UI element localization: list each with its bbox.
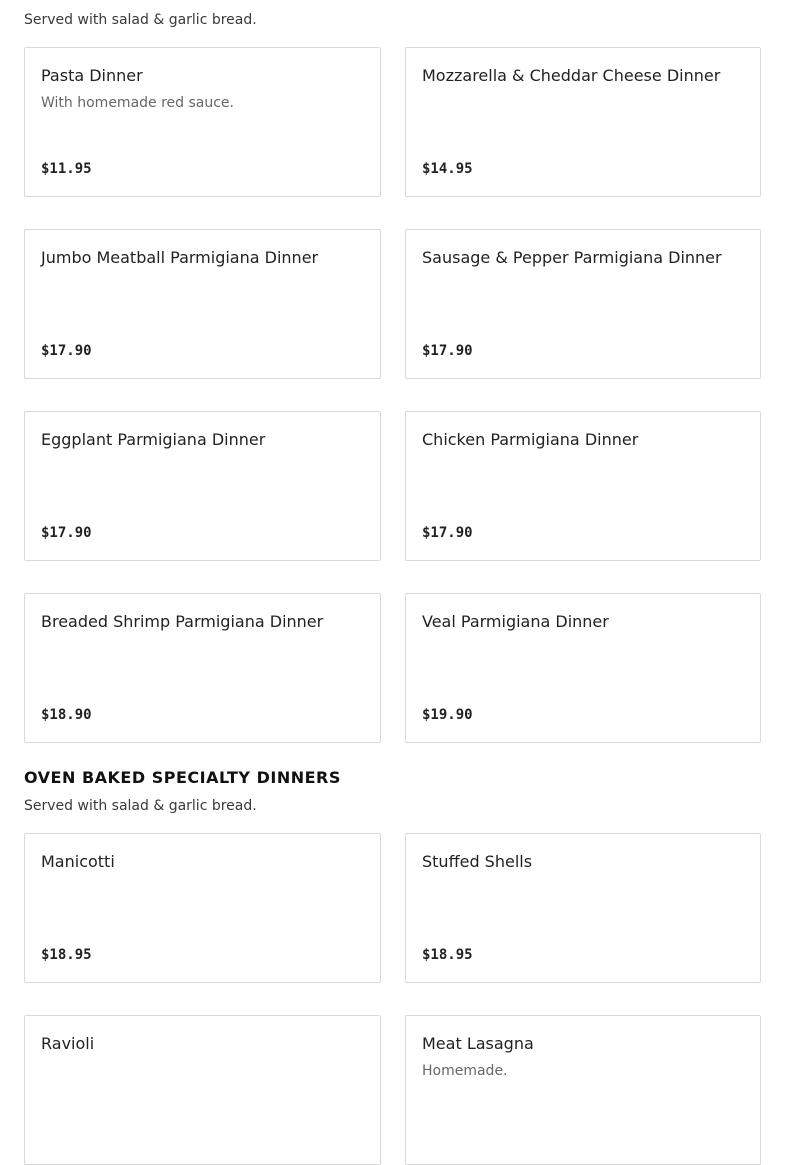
menu-item-card[interactable] [24,47,381,197]
menu-item-price: $18.95 [422,947,473,963]
menu-item-price: $17.90 [422,525,473,541]
menu-item-price: $11.95 [41,161,92,177]
menu-item-description: Homemade. [422,1063,508,1079]
menu-item-description: With homemade red sauce. [41,95,234,111]
menu-item-price: $17.90 [41,343,92,359]
menu-item-card[interactable] [405,411,761,561]
menu-item-card[interactable] [405,1015,761,1165]
section-subtitle: Served with salad & garlic bread. [24,12,257,28]
section-title: OVEN BAKED SPECIALTY DINNERS [24,768,341,787]
menu-item-name: Sausage & Pepper Parmigiana Dinner [422,248,722,267]
menu-item-card[interactable] [24,593,381,743]
menu-item-name: Pasta Dinner [41,66,143,85]
menu-item-price: $17.90 [422,343,473,359]
menu-item-card[interactable] [405,229,761,379]
menu-item-card[interactable] [24,1015,381,1165]
menu-item-price: $19.90 [422,707,473,723]
menu-item-name: Mozzarella & Cheddar Cheese Dinner [422,66,721,85]
menu-item-name: Stuffed Shells [422,852,533,871]
menu-item-name: Veal Parmigiana Dinner [422,612,609,631]
menu-item-name: Jumbo Meatball Parmigiana Dinner [41,248,319,267]
menu-item-card[interactable] [405,593,761,743]
menu-item-price: $14.95 [422,161,473,177]
menu-item-price: $18.90 [41,707,92,723]
menu-item-card[interactable] [24,411,381,561]
menu-item-name: Breaded Shrimp Parmigiana Dinner [41,612,324,631]
menu-item-name: Chicken Parmigiana Dinner [422,430,639,449]
menu-item-card[interactable] [24,229,381,379]
menu-item-name: Ravioli [41,1034,95,1053]
menu-item-name: Eggplant Parmigiana Dinner [41,430,266,449]
menu-item-name: Meat Lasagna [422,1034,534,1053]
menu-item-price: $17.90 [41,525,92,541]
menu-item-name: Manicotti [41,852,115,871]
menu-item-price: $18.95 [41,947,92,963]
menu-item-card[interactable] [405,833,761,983]
menu-item-card[interactable] [405,47,761,197]
section-subtitle: Served with salad & garlic bread. [24,798,257,814]
menu-item-card[interactable] [24,833,381,983]
